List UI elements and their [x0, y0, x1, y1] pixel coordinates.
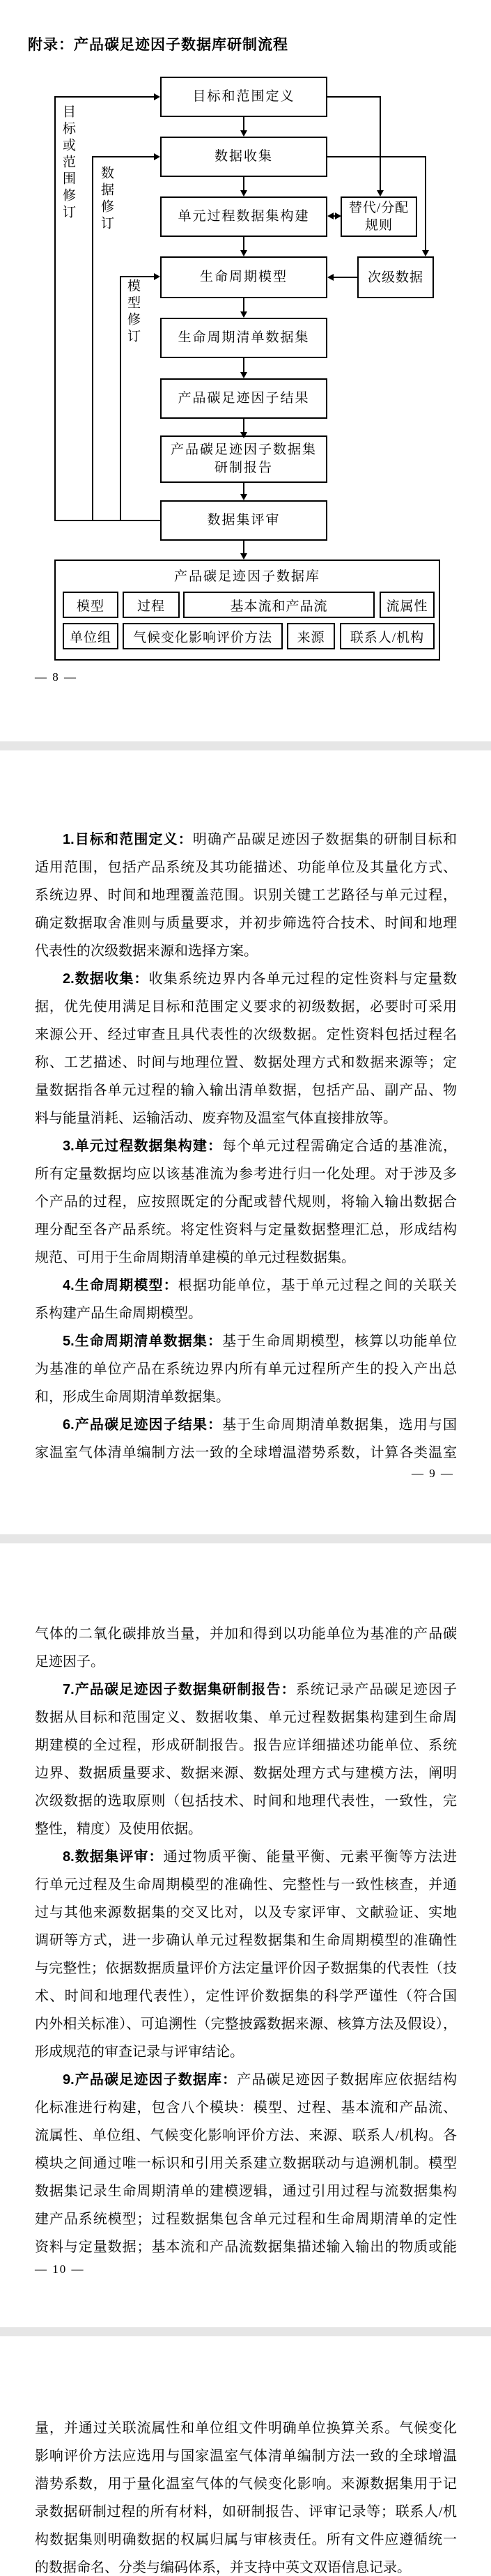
- connector-line: [327, 96, 380, 98]
- text-line: [35, 1021, 457, 1049]
- flow-box-secondary-data: 次级数据: [357, 256, 434, 298]
- line-text: 为基准的单位产品在系统边界内所有单元过程所产生的投入产出总: [35, 1362, 457, 1377]
- arrow-line: [243, 298, 244, 311]
- line-text: 代表性的次级数据来源和选择方案。: [35, 943, 258, 959]
- line-text: 期建模的全过程，形成研制报告。报告应详细描述功能单位、系统: [35, 1738, 457, 1753]
- line-text: 来源公开、经过审查且具代表性的次级数据。定性资料包括过程名: [35, 1027, 457, 1042]
- line-text: 基于生命周期模型，核算以功能单位: [222, 1334, 457, 1349]
- page-separator: [0, 2327, 491, 2336]
- text-line: [35, 2066, 457, 2094]
- page-number-9: — 9 —: [412, 1467, 454, 1480]
- text-line: [35, 2010, 457, 2038]
- arrow-line: [243, 419, 244, 432]
- arrow-line: [243, 358, 244, 372]
- arrow-right-icon: [154, 93, 160, 100]
- feedback-line: [92, 156, 154, 157]
- line-text: 系统边界、时间和地理覆盖范围。识别关键工艺路径与单元过程，: [35, 888, 457, 903]
- page-separator: [0, 1534, 491, 1543]
- paragraph-lead: 6.产品碳足迹因子结果：: [63, 1417, 223, 1433]
- text-line: [35, 2442, 457, 2470]
- text-line: [35, 937, 457, 965]
- text-line: [35, 2554, 457, 2576]
- feedback-line: [54, 96, 56, 521]
- line-text: 个产品的过程，应按照既定的分配或替代规则，将输入输出数据合: [35, 1194, 457, 1210]
- line-text: 次级数据的选取原则（包括技术、时间和地理代表性，一致性，完: [35, 1794, 457, 1809]
- flow-box-substitution-allocation-rules: 替代/分配 规则: [341, 196, 417, 237]
- feedback-label-model-revision: 模型修订: [125, 279, 140, 346]
- line-text: 根据功能单位，基于单元过程之间的关联关: [178, 1278, 457, 1293]
- flow-box-development-report: 产品碳足迹因子数据集研制报告: [160, 435, 327, 483]
- line-text: 规范、可用于生命周期清单建模的单元过程数据集。: [35, 1250, 355, 1265]
- arrow-down-icon: [377, 190, 384, 196]
- arrow-down-icon: [240, 553, 247, 560]
- paragraph-lead: 1.目标和范围定义：: [63, 832, 193, 847]
- line-text: 收集系统边界内各单元过程的定性资料与定量数: [148, 971, 457, 987]
- paragraph-lead: 3.单元过程数据集构建：: [63, 1139, 223, 1154]
- line-text: 术、时间和地理代表性），定性评价数据集的科学严谨性（符合国: [35, 1989, 457, 2004]
- line-text: 边界、数据质量要求、数据来源、数据处理方式与建模方法，阐明: [35, 1766, 457, 1781]
- feedback-label-goal-scope-revision: 目标或范围修订: [61, 105, 75, 222]
- line-text: 气体的二氧化碳排放当量，并加和得到以功能单位为基准的产品碳: [35, 1626, 457, 1642]
- text-line: [35, 1954, 457, 1982]
- arrow-down-icon: [240, 130, 247, 137]
- arrow-down-icon: [240, 311, 247, 318]
- text-line: [35, 2150, 457, 2177]
- line-text: 内外相关标准）、可追溯性（完整披露数据来源、核算方法及假设），: [35, 2016, 457, 2032]
- text-line: [35, 1272, 457, 1299]
- line-text: 与完整性；依据数据质量评价方法定量评价因子数据集的代表性（技: [35, 1961, 457, 1976]
- feedback-line: [54, 96, 154, 98]
- line-text: 料与能量消耗、运输活动、废弃物及温室气体直接排放等。: [35, 1111, 397, 1126]
- text-line: [35, 2498, 457, 2526]
- flow-box-data-collection: 数据收集: [160, 137, 327, 177]
- line-text: 系构建产品生命周期模型。: [35, 1306, 202, 1321]
- text-line: [35, 826, 457, 854]
- arrow-down-icon: [240, 372, 247, 378]
- text-line: [35, 1648, 457, 1676]
- line-text: 构数据集则明确数据的权属归属与审核责任。所有文件应遵循统一: [35, 2532, 457, 2547]
- line-text: 调研等方式，进一步确认单元过程数据集和生命周期模型的准确性: [35, 1933, 457, 1948]
- arrow-right-icon: [154, 153, 160, 160]
- text-line: [35, 1620, 457, 1648]
- database-module-source: 来源: [287, 623, 335, 649]
- page-number-8: — 8 —: [35, 670, 77, 684]
- line-text: 足迹因子。: [35, 1654, 104, 1669]
- flow-box-dataset-review: 数据集评审: [160, 500, 327, 541]
- arrow-line: [243, 177, 244, 190]
- text-line: [35, 1704, 457, 1732]
- database-module-flow-property: 流属性: [380, 592, 435, 618]
- text-line: [35, 1132, 457, 1160]
- line-text: 行单元过程及生命周期模型的准确性、完整性与一致性核查，并通: [35, 1877, 457, 1892]
- line-text: 建产品系统模型；过程数据集包含单元过程和生命周期清单的定性: [35, 2212, 457, 2227]
- line-text: 确定数据取舍准则与质量要求，并初步筛选符合技术、时间和地理: [35, 916, 457, 931]
- flow-box-goal-scope-definition: 目标和范围定义: [160, 77, 327, 117]
- database-module-unit-group: 单位组: [63, 623, 118, 649]
- line-text: 形成规范的审查记录与评审结论。: [35, 2044, 244, 2060]
- line-text: 的数据命名、分类与编码体系，并支持中英文双语信息记录。: [35, 2560, 411, 2575]
- flow-box-lci-dataset: 生命周期清单数据集: [160, 318, 327, 358]
- text-line: [35, 1843, 457, 1871]
- text-line: [35, 1439, 457, 1467]
- database-module-model: 模型: [63, 592, 118, 618]
- line-text: 影响评价方法应选用与国家温室气体清单编制方法一致的全球增温: [35, 2448, 457, 2464]
- line-text: 流属性、单位组、气候变化影响评价方法、来源、联系人/机构。各: [35, 2128, 457, 2143]
- database-module-contact: 联系人/机构: [340, 623, 435, 649]
- text-line: [35, 1216, 457, 1244]
- line-text: 数据集记录生命周期清单的建模逻辑，通过引用过程与流数据集构: [35, 2184, 457, 2199]
- flow-box-cf-factor-result: 产品碳足迹因子结果: [160, 378, 327, 419]
- arrow-down-icon: [240, 250, 247, 256]
- line-text: 化标准进行构建，包含八个模块：模型、过程、基本流和产品流、: [35, 2100, 457, 2115]
- page-11-text: [35, 2414, 457, 2576]
- text-line: [35, 2122, 457, 2150]
- line-text: 明确产品碳足迹因子数据集的研制目标和: [192, 832, 457, 847]
- database-box-title: 产品碳足迹因子数据库: [173, 569, 320, 584]
- line-text: 录数据研制过程的所有材料，如研制报告、评审记录等；联系人/机: [35, 2504, 457, 2520]
- text-line: [35, 1327, 457, 1355]
- feedback-line: [54, 520, 160, 521]
- text-line: [35, 1355, 457, 1383]
- line-text: 过与其他来源数据集的交叉比对，以及专家评审、文献验证、实地: [35, 1905, 457, 1920]
- arrow-down-icon: [240, 494, 247, 500]
- page-title: 附录：产品碳足迹因子数据库研制流程: [28, 37, 288, 53]
- arrow-line: [243, 541, 244, 553]
- arrow-line: [243, 237, 244, 250]
- text-line: [35, 2205, 457, 2233]
- text-line: [35, 1732, 457, 1759]
- text-line: [35, 1160, 457, 1188]
- feedback-line: [92, 156, 93, 521]
- text-line: [35, 1383, 457, 1411]
- line-text: 理分配至各产品系统。将定性资料与定量数据整理汇总，形成结构: [35, 1222, 457, 1237]
- arrow-down-icon: [240, 190, 247, 196]
- paragraph-lead: 5.生命周期清单数据集：: [63, 1334, 223, 1349]
- line-text: 系统记录产品碳足迹因子: [295, 1682, 457, 1697]
- text-line: [35, 2038, 457, 2066]
- line-text: 适用范围，包括产品系统及其功能描述、功能单位及其量化方式、: [35, 860, 457, 875]
- feedback-line: [120, 276, 154, 277]
- arrow-right-icon: [335, 213, 341, 219]
- feedback-line: [120, 276, 121, 521]
- flow-box-unit-process-dataset: 单元过程数据集构建: [160, 196, 327, 237]
- page-9: [0, 750, 491, 1534]
- text-line: [35, 1104, 457, 1132]
- line-text: 产品碳足迹因子数据库应依据结构: [237, 2072, 457, 2088]
- line-text: 每个单元过程需确定合适的基准流，: [222, 1139, 457, 1154]
- text-line: [35, 1871, 457, 1899]
- arrow-line: [243, 117, 244, 130]
- arrow-line: [243, 483, 244, 494]
- arrow-right-icon: [154, 273, 160, 280]
- text-line: [35, 1676, 457, 1704]
- connector-line: [327, 156, 425, 157]
- text-line: [35, 1815, 457, 1843]
- database-module-process: 过程: [123, 592, 180, 618]
- page-number-10: — 10 —: [35, 2262, 85, 2276]
- text-line: [35, 2177, 457, 2205]
- text-line: [35, 1982, 457, 2010]
- flow-box-database: [54, 560, 440, 661]
- arrow-down-icon: [240, 432, 247, 438]
- arrow-down-icon: [422, 250, 429, 256]
- text-line: [35, 1049, 457, 1077]
- line-text: 数据从目标和范围定义、数据收集、单元过程数据集构建到生命周: [35, 1710, 457, 1725]
- line-text: 所有定量数据均应以该基准流为参考进行归一化处理。对于涉及多: [35, 1166, 457, 1182]
- text-line: [35, 1299, 457, 1327]
- line-text: 量，并通过关联流属性和单位组文件明确单位换算关系。气候变化: [35, 2421, 457, 2436]
- text-line: [35, 1927, 457, 1954]
- text-line: [35, 2470, 457, 2498]
- paragraph-lead: 7.产品碳足迹因子数据集研制报告：: [63, 1682, 296, 1697]
- page-separator: [0, 741, 491, 750]
- line-text: 量数据指各单元过程的输入输出清单数据，包括产品、副产品、物: [35, 1083, 457, 1098]
- line-text: 潜势系数，用于量化温室气体的气候变化影响。来源数据集用于记: [35, 2476, 457, 2492]
- text-line: [35, 854, 457, 881]
- text-line: [35, 2094, 457, 2122]
- line-text: 称、工艺描述、时间与地理位置、数据处理方式和数据来源等；定: [35, 1055, 457, 1070]
- page-10: [0, 1543, 491, 2327]
- text-line: [35, 1188, 457, 1216]
- text-line: [35, 2233, 457, 2261]
- text-line: [35, 881, 457, 909]
- paragraph-lead: 8.数据集评审：: [63, 1849, 164, 1865]
- flow-box-life-cycle-model: 生命周期模型: [160, 256, 327, 298]
- page-9-text: [35, 826, 457, 1467]
- text-line: [35, 1899, 457, 1927]
- line-text: 资料与定量数据；基本流和产品流数据集描述输入输出的物质或能: [35, 2239, 457, 2255]
- text-line: [35, 1244, 457, 1272]
- connector-line: [380, 96, 381, 191]
- connector-line: [425, 156, 426, 251]
- page-11: [0, 2336, 491, 2576]
- line-text: 通过物质平衡、能量平衡、元素平衡等方法进: [163, 1849, 457, 1865]
- line-text: 基于生命周期清单数据集，选用与国: [222, 1417, 457, 1433]
- line-text: 整性，精度）及使用依据。: [35, 1821, 202, 1837]
- text-line: [35, 1787, 457, 1815]
- line-text: 和，形成生命周期清单数据集。: [35, 1389, 230, 1405]
- text-line: [35, 2526, 457, 2554]
- database-module-lcia-method: 气候变化影响评价方法: [123, 623, 283, 649]
- text-line: [35, 2414, 457, 2442]
- text-line: [35, 1077, 457, 1104]
- line-text: 家温室气体清单编制方法一致的全球增温潜势系数，计算各类温室: [35, 1445, 457, 1460]
- line-text: 据，优先使用满足目标和范围定义要求的初级数据，必要时可采用: [35, 999, 457, 1015]
- page-10-text: [35, 1620, 457, 2261]
- line-text: 模块之间通过唯一标识和引用关系建立数据联动与追溯机制。模型: [35, 2156, 457, 2171]
- connector-line: [332, 277, 357, 278]
- database-module-flows: 基本流和产品流: [183, 592, 375, 618]
- paragraph-lead: 4.生命周期模型：: [63, 1278, 178, 1293]
- text-line: [35, 1411, 457, 1439]
- feedback-label-data-revision: 数据修订: [99, 166, 114, 233]
- text-line: [35, 909, 457, 937]
- text-line: [35, 965, 457, 993]
- paragraph-lead: 9.产品碳足迹因子数据库：: [63, 2072, 237, 2088]
- paragraph-lead: 2.数据收集：: [63, 971, 149, 987]
- text-line: [35, 993, 457, 1021]
- text-line: [35, 1759, 457, 1787]
